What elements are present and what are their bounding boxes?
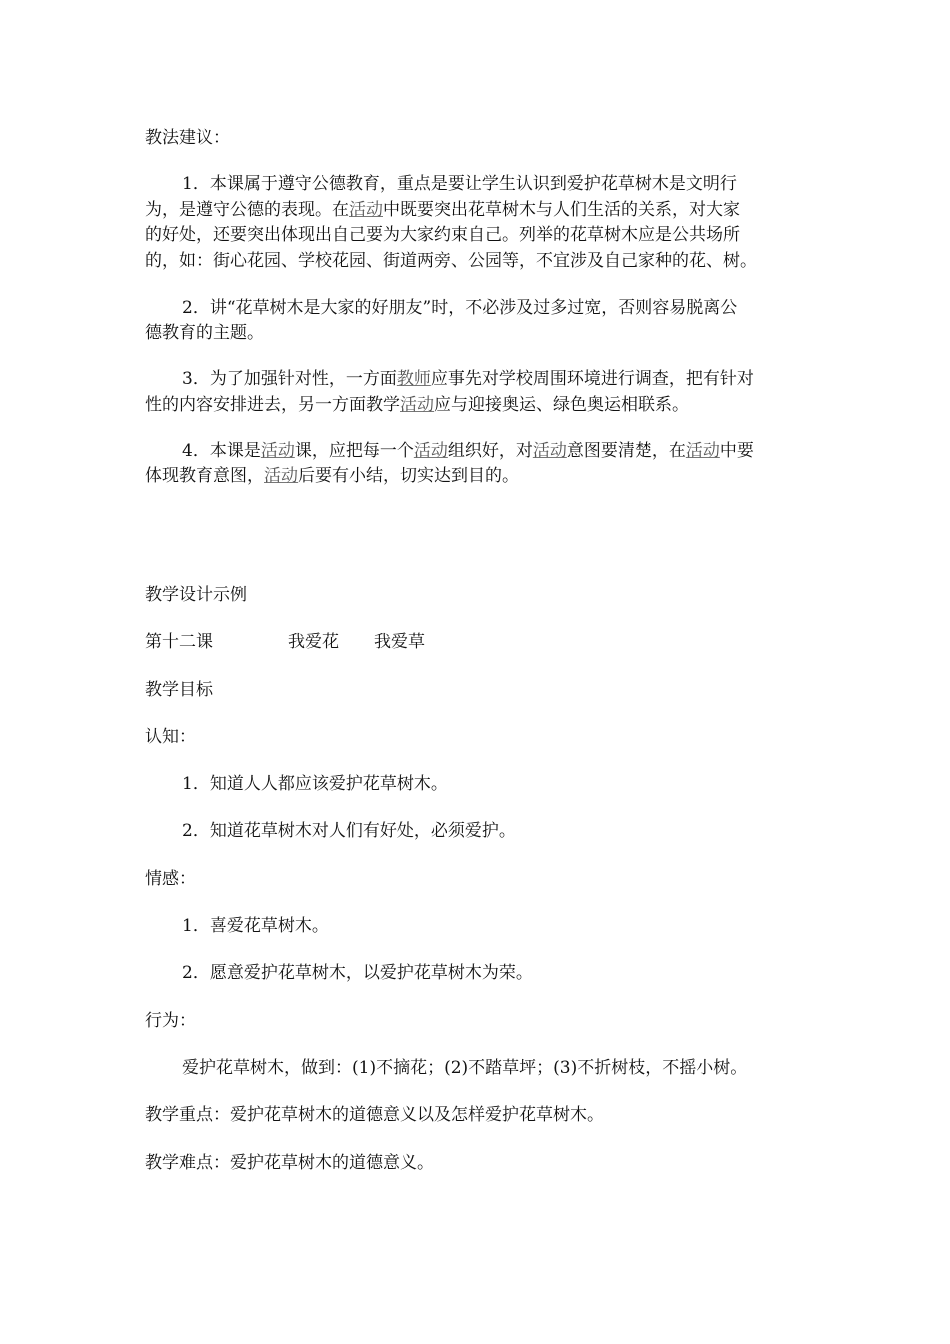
p1-line-3: 的好处，还要突出体现出自己要为大家约束自己。列举的花草树木应是公共场所 [145, 225, 740, 245]
p4-line-1-text-d: 意图要清楚，在 [566, 441, 686, 461]
label-behavior: 行为： [145, 1011, 196, 1031]
p3-line-2-text-b: 应与迎接奥运、绿色奥运相联系。 [434, 395, 689, 415]
p1-line-2-text-b: 中既要突出花草树木与人们生活的关系，对大家 [383, 200, 740, 220]
p4-line-1-text-a: 4．本课是 [182, 441, 261, 461]
p1-line-4: 的，如：街心花园、学校花园、街道两旁、公园等，不宜涉及自己家种的花、树。 [145, 251, 757, 271]
p4-line-1 [182, 439, 754, 463]
lesson-title-part-2: 我爱草 [374, 632, 425, 652]
behavior-item-1: 爱护花草树木，做到：(1)不摘花；(2)不踏草坪；(3)不折树枝，不摇小树。 [182, 1058, 748, 1078]
p3-line-2 [145, 393, 689, 417]
lesson-title-line [145, 630, 425, 654]
p1-activity-link[interactable]: 活动 [349, 200, 383, 220]
difficulty-point: 教学难点：爱护花草树木的道德意义。 [145, 1153, 434, 1173]
heading-design-example: 教学设计示例 [145, 585, 247, 605]
emotion-item-1: 1．喜爱花草树木。 [182, 916, 329, 936]
heading-teaching-goals: 教学目标 [145, 680, 213, 700]
p1-line-2-text-a: 为，是遵守公德的表现。在 [145, 200, 349, 220]
key-point: 教学重点：爱护花草树木的道德意义以及怎样爱护花草树木。 [145, 1105, 604, 1125]
p3-line-1-text-b: 应事先对学校周围环境进行调查，把有针对 [430, 369, 754, 389]
p4-activity-link-2[interactable]: 活动 [413, 441, 448, 461]
label-emotion: 情感： [145, 869, 196, 889]
p3-line-1-text-a: 3．为了加强针对性，一方面 [182, 369, 397, 389]
p3-line-2-text-a: 性的内容安排进去，另一方面教学 [145, 395, 400, 415]
p4-line-2-text-a: 体现教育意图， [145, 466, 264, 486]
p3-activity-link[interactable]: 活动 [400, 395, 434, 415]
p3-teacher-link[interactable]: 教师 [396, 369, 431, 389]
p4-activity-link-1[interactable]: 活动 [260, 441, 295, 461]
p4-line-2-text-b: 后要有小结，切实达到目的。 [298, 466, 519, 486]
p1-line-2 [145, 198, 740, 222]
emotion-item-2: 2．愿意爱护花草树木，以爱护花草树木为荣。 [182, 963, 533, 983]
cognition-item-1: 1．知道人人都应该爱护花草树木。 [182, 774, 448, 794]
p4-line-1-text-b: 课，应把每一个 [294, 441, 414, 461]
heading-teaching-suggestions: 教法建议： [145, 128, 230, 148]
lesson-title-part-1: 我爱花 [288, 632, 339, 652]
p4-line-1-text-c: 组织好，对 [447, 441, 533, 461]
p4-line-1-text-e: 中要 [719, 441, 754, 461]
label-cognition: 认知： [145, 727, 196, 747]
p4-activity-link-3[interactable]: 活动 [532, 441, 567, 461]
p4-line-2 [145, 464, 519, 488]
p2-line-2: 德教育的主题。 [145, 323, 264, 343]
p4-activity-link-5[interactable]: 活动 [264, 466, 298, 486]
cognition-item-2: 2．知道花草树木对人们有好处，必须爱护。 [182, 821, 516, 841]
p3-line-1 [182, 367, 754, 391]
p2-line-1: 2．讲“花草树木是大家的好朋友”时，不必涉及过多过宽，否则容易脱离公 [182, 298, 738, 318]
p4-activity-link-4[interactable]: 活动 [685, 441, 720, 461]
lesson-number: 第十二课 [145, 632, 213, 652]
p1-line-1: 1．本课属于遵守公德教育，重点是要让学生认识到爱护花草树木是文明行 [182, 174, 737, 194]
